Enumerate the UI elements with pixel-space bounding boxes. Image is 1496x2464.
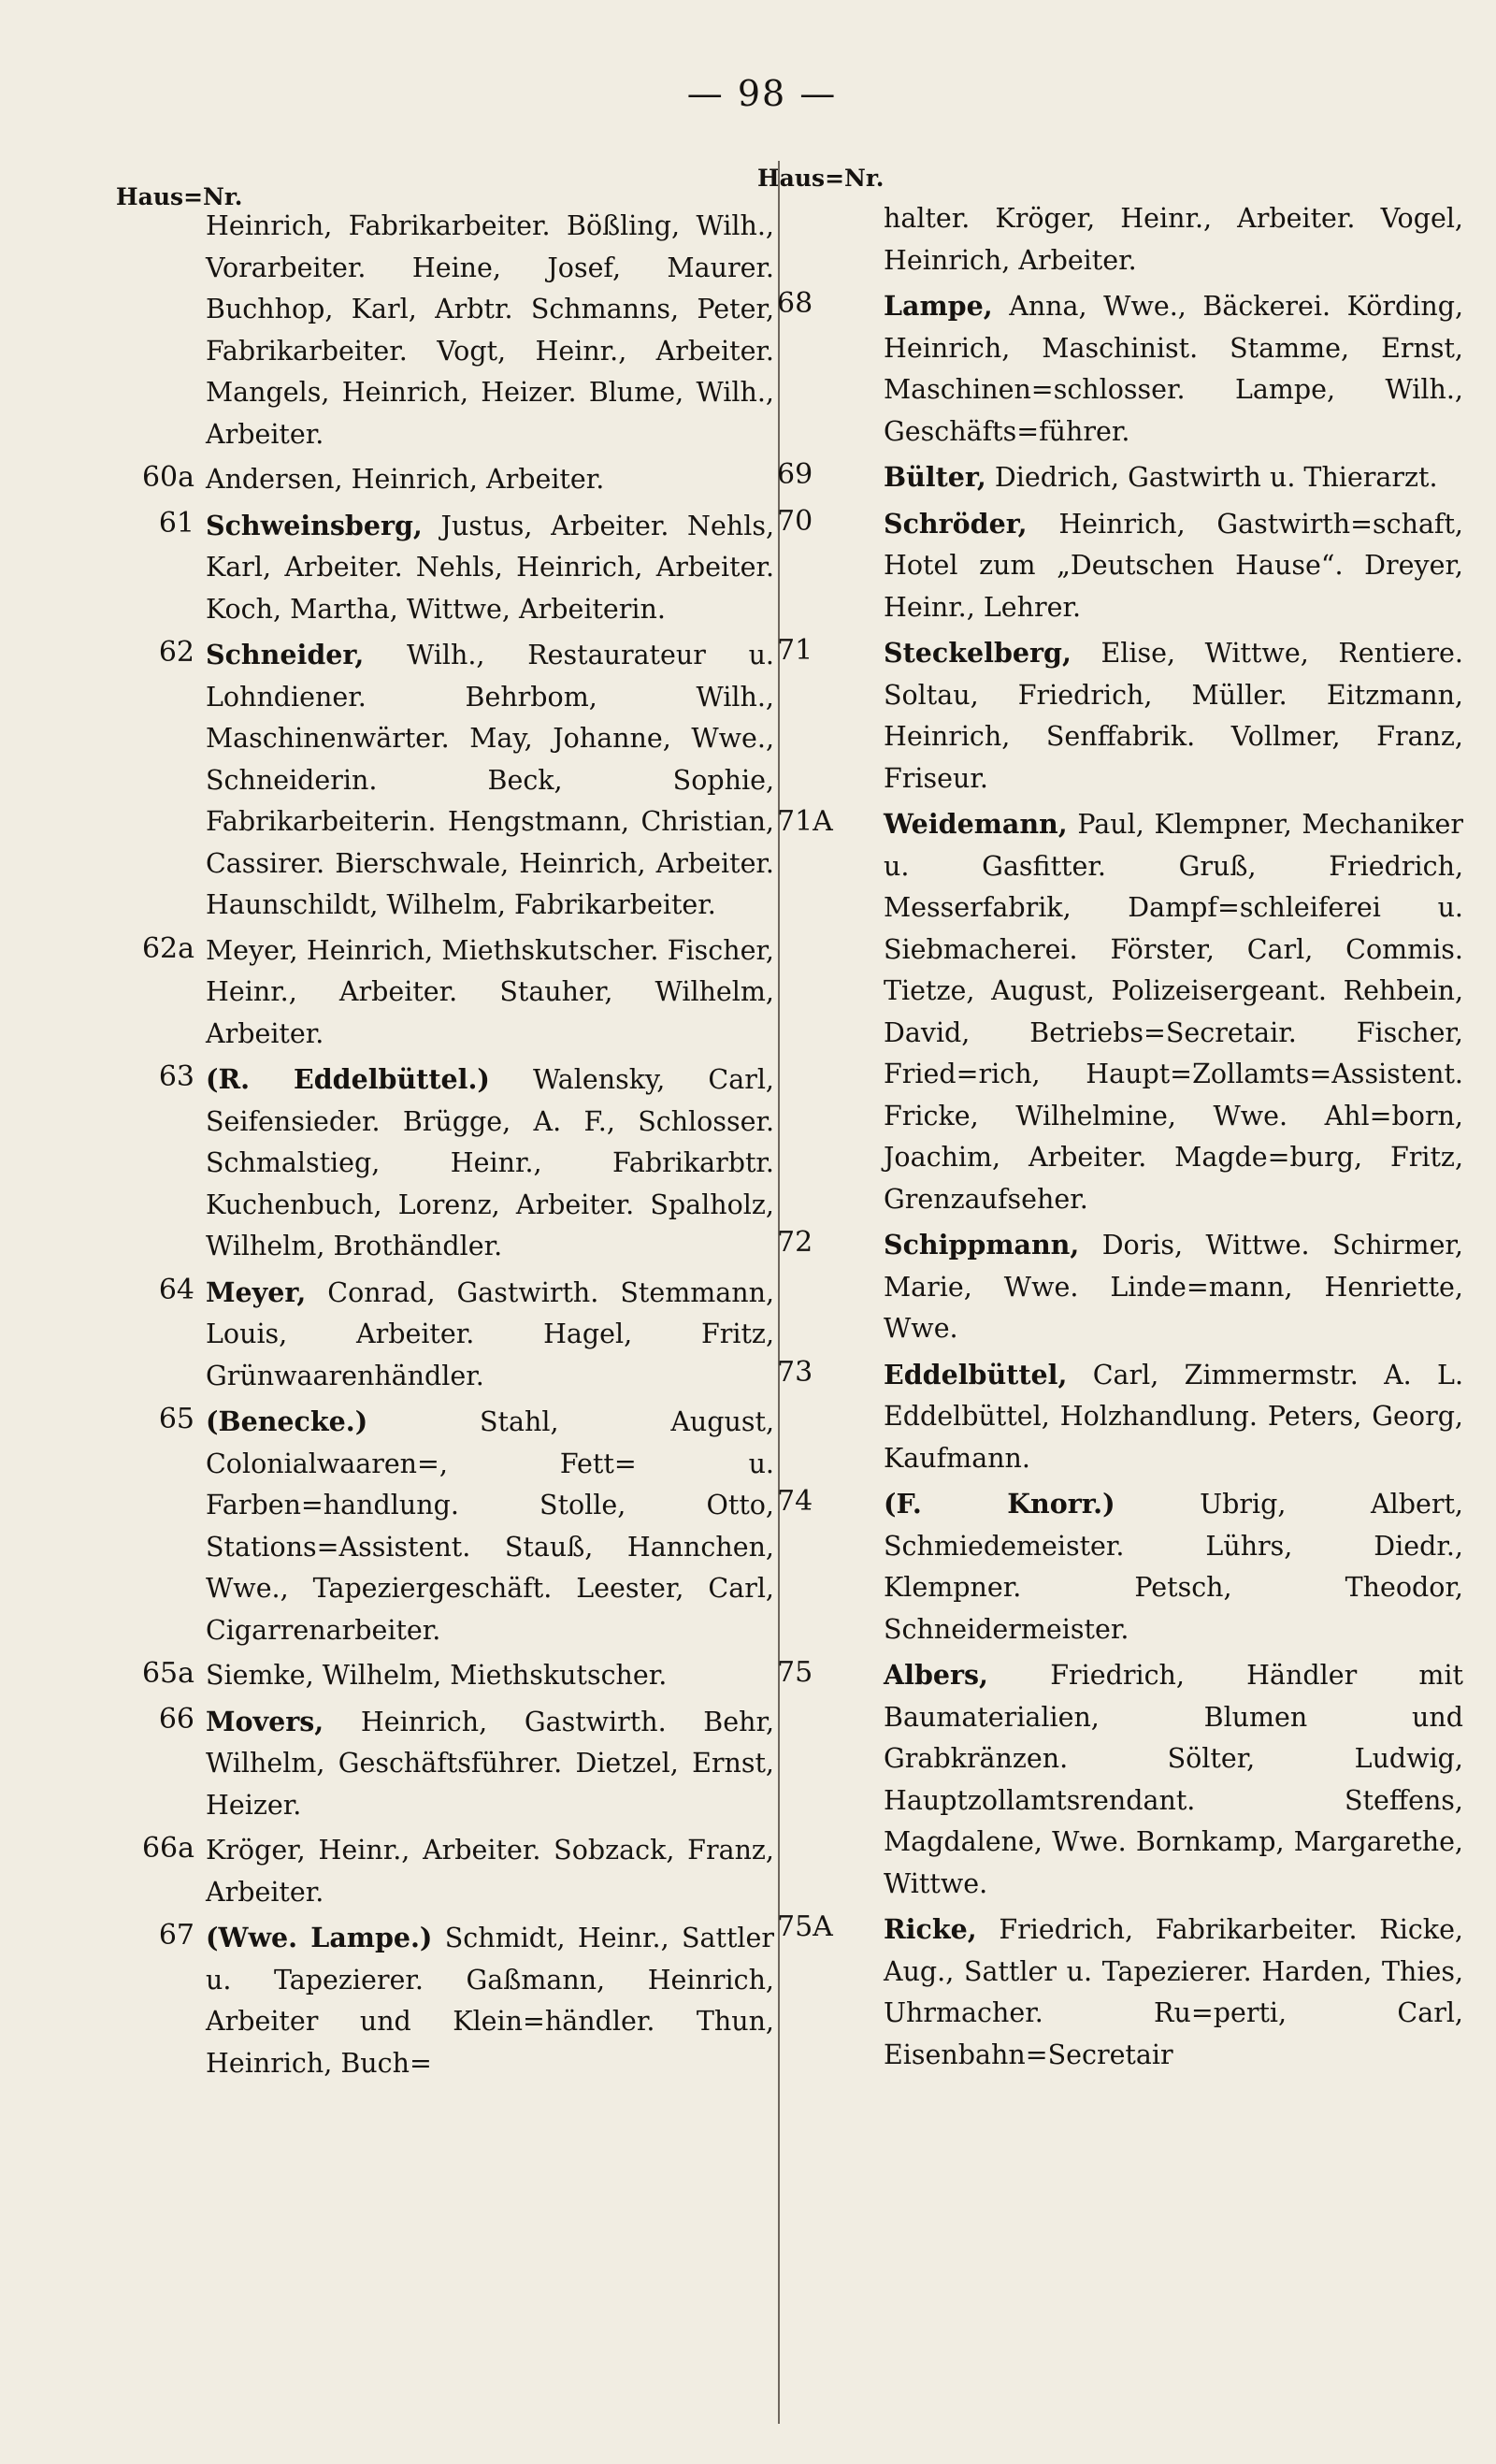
left-column bbox=[112, 206, 774, 2088]
owner-name: Eddelbüttel, bbox=[884, 1358, 1068, 1391]
directory-entry bbox=[777, 503, 1463, 629]
directory-entry bbox=[112, 1701, 774, 1827]
house-number: 68 bbox=[777, 287, 813, 320]
house-number: 73 bbox=[777, 1355, 813, 1389]
entry-text bbox=[884, 198, 1463, 281]
directory-entry bbox=[777, 285, 1463, 453]
house-number: 61 bbox=[158, 506, 194, 540]
directory-entry bbox=[777, 456, 1463, 499]
entry-text bbox=[884, 1483, 1463, 1650]
residents-text: Andersen, Heinrich, Arbeiter. bbox=[206, 464, 605, 495]
owner-name: Schweinsberg, bbox=[206, 509, 423, 541]
owner-name: (Benecke.) bbox=[206, 1405, 368, 1437]
owner-name: Albers, bbox=[884, 1659, 988, 1691]
directory-entry bbox=[777, 1909, 1463, 2076]
directory-entry bbox=[777, 1483, 1463, 1650]
residents-text: Schmidt, Heinr., Sattler u. Tapezierer. Gaßmann, Heinrich, Arbeiter und Klein=händler. Thun, Heinrich, Buch= bbox=[206, 1923, 775, 2079]
entry-text bbox=[884, 632, 1463, 800]
residents-text: Stahl, August, Colonialwaaren=, Fett= u. Farben=handlung. Stolle, Otto, Stations=Assistent. Stauß, Hannchen, Wwe., Tapeziergeschäft. Leester, Carl, Cigarrenarbeiter. bbox=[206, 1406, 774, 1646]
entry-text bbox=[884, 1654, 1463, 1905]
residents-text: Ubrig, Albert, Schmiedemeister. Lührs, Diedr., Klempner. Petsch, Theodor, Schneidermeister. bbox=[884, 1489, 1463, 1645]
residents-text: Elise, Wittwe, Rentiere. Soltau, Friedrich, Müller. Eitzmann, Heinrich, Senffabrik. Vollmer, Franz, Friseur. bbox=[884, 638, 1463, 794]
residents-text: Carl, Zimmermstr. A. L. Eddelbüttel, Holzhandlung. Peters, Georg, Kaufmann. bbox=[884, 1359, 1464, 1474]
residents-text: Justus, Arbeiter. Nehls, Karl, Arbeiter. Nehls, Heinrich, Arbeiter. Koch, Martha, Wittwe, Arbeiterin. bbox=[206, 510, 775, 625]
residents-text: Meyer, Heinrich, Miethskutscher. Fischer, Heinr., Arbeiter. Stauher, Wilhelm, Arbeiter. bbox=[206, 934, 774, 1049]
owner-name: Meyer, bbox=[206, 1275, 307, 1308]
directory-entry bbox=[777, 632, 1463, 800]
house-number: 64 bbox=[158, 1273, 194, 1306]
entry-text bbox=[206, 1830, 774, 1913]
owner-name: Movers, bbox=[206, 1705, 324, 1737]
entry-text bbox=[884, 503, 1463, 629]
residents-text: Friedrich, Fabrikarbeiter. Ricke, Aug., Sattler u. Tapezierer. Harden, Thies, Uhrmacher. Ru=perti, Carl, Eisenbahn=Secretair bbox=[884, 1914, 1463, 2070]
entry-text bbox=[884, 1224, 1463, 1350]
residents-text: Anna, Wwe., Bäckerei. Körding, Heinrich, Maschinist. Stamme, Ernst, Maschinen=schlosser. Lampe, Wilh., Geschäfts=führer. bbox=[884, 291, 1463, 447]
house-number-header-left: Haus=Nr. bbox=[116, 183, 243, 210]
house-number: 71A bbox=[777, 805, 833, 838]
entry-text bbox=[884, 285, 1463, 453]
residents-text: Doris, Wittwe. Schirmer, Marie, Wwe. Linde=mann, Henriette, Wwe. bbox=[884, 1230, 1463, 1344]
owner-name: Ricke, bbox=[884, 1913, 977, 1945]
house-number: 65a bbox=[141, 1657, 194, 1690]
house-number: 69 bbox=[777, 458, 813, 491]
directory-entry bbox=[112, 1655, 774, 1697]
entry-text bbox=[884, 456, 1463, 499]
residents-text: Wilh., Restaurateur u. Lohndiener. Behrbom, Wilh., Maschinenwärter. May, Johanne, Wwe., Schneiderin. Beck, Sophie, Fabrikarbeiterin. Hengstmann, Christian, Cassirer. Bierschwale, Heinrich, Arbeiter. Haunschildt, Wilhelm, Fabrikarbeiter. bbox=[206, 640, 774, 920]
entry-text bbox=[206, 1917, 774, 2084]
house-number: 75 bbox=[777, 1656, 813, 1689]
directory-entry bbox=[112, 634, 774, 927]
residents-text: Conrad, Gastwirth. Stemmann, Louis, Arbeiter. Hagel, Fritz, Grünwaarenhändler. bbox=[206, 1276, 775, 1391]
directory-entry bbox=[112, 505, 774, 631]
entry-text bbox=[206, 634, 774, 927]
directory-entry bbox=[777, 1654, 1464, 1905]
entry-text bbox=[884, 803, 1463, 1220]
directory-entry bbox=[112, 206, 774, 455]
house-number: 66a bbox=[141, 1832, 194, 1865]
house-number-header-right: Haus=Nr. bbox=[757, 165, 885, 192]
entry-text bbox=[206, 505, 774, 631]
entry-text bbox=[206, 459, 774, 501]
directory-entry bbox=[112, 459, 774, 501]
directory-entry bbox=[112, 1401, 774, 1651]
house-number: 66 bbox=[158, 1702, 194, 1736]
directory-entry bbox=[112, 1272, 774, 1398]
owner-name: Schröder, bbox=[884, 507, 1028, 540]
entry-text bbox=[206, 1272, 774, 1398]
owner-name: Steckelberg, bbox=[884, 637, 1072, 669]
residents-text: Diedrich, Gastwirth u. Thierarzt. bbox=[994, 462, 1438, 493]
house-number: 67 bbox=[158, 1919, 194, 1952]
entry-text bbox=[206, 1655, 774, 1697]
entry-text bbox=[206, 1059, 774, 1268]
directory-entry bbox=[112, 1059, 774, 1268]
owner-name: (Wwe. Lampe.) bbox=[206, 1922, 433, 1953]
directory-entry bbox=[112, 1917, 774, 2084]
owner-name: Lampe, bbox=[884, 290, 993, 322]
house-number: 65 bbox=[158, 1403, 194, 1435]
page-number: — 98 — bbox=[686, 73, 838, 114]
residents-text: Kröger, Heinr., Arbeiter. Sobzack, Franz, Arbeiter. bbox=[206, 1835, 774, 1908]
residents-text: Siemke, Wilhelm, Miethskutscher. bbox=[206, 1660, 668, 1691]
entry-text bbox=[206, 1701, 774, 1827]
house-number: 75A bbox=[777, 1910, 833, 1943]
residents-text: Friedrich, Händler mit Baumaterialien, Blumen und Grabkränzen. Sölter, Ludwig, Hauptzollamtsrendant. Steffens, Magdalene, Wwe. Bornkamp, Margarethe, Wittwe. bbox=[884, 1660, 1464, 1899]
residents-text: Heinrich, Gastwirth=schaft, Hotel zum „Deutschen Hause“. Dreyer, Heinr., Lehrer. bbox=[884, 508, 1463, 623]
directory-entry bbox=[777, 803, 1464, 1220]
owner-name: (R. Eddelbüttel.) bbox=[206, 1063, 490, 1095]
residents-text: Heinrich, Fabrikarbeiter. Bößling, Wilh., Vorarbeiter. Heine, Josef, Maurer. Buchhop, Karl, Arbtr. Schmanns, Peter, Fabrikarbeiter. Vogt, Heinr., Arbeiter. Mangels, Heinrich, Heizer. Blume, Wilh., Arbeiter. bbox=[206, 210, 774, 450]
owner-name: (F. Knorr.) bbox=[884, 1488, 1115, 1520]
house-number: 74 bbox=[777, 1485, 813, 1518]
entry-text bbox=[884, 1354, 1463, 1480]
residents-text: Heinrich, Gastwirth. Behr, Wilhelm, Geschäftsführer. Dietzel, Ernst, Heizer. bbox=[206, 1706, 774, 1821]
residents-text: Walensky, Carl, Seifensieder. Brügge, A. F., Schlosser. Schmalstieg, Heinr., Fabrikarbtr. Kuchenbuch, Lorenz, Arbeiter. Spalholz, Wilhelm, Brothändler. bbox=[206, 1064, 774, 1261]
residents-text: halter. Kröger, Heinr., Arbeiter. Vogel, Heinrich, Arbeiter. bbox=[884, 203, 1463, 276]
directory-entry bbox=[790, 198, 1463, 281]
owner-name: Schippmann, bbox=[884, 1229, 1080, 1261]
owner-name: Bülter, bbox=[884, 461, 986, 493]
right-column bbox=[777, 198, 1464, 2080]
directory-entry bbox=[777, 1224, 1463, 1350]
directory-entry bbox=[112, 930, 774, 1056]
house-number: 72 bbox=[777, 1226, 813, 1259]
owner-name: Schneider, bbox=[206, 639, 365, 670]
directory-entry bbox=[777, 1354, 1464, 1480]
house-number: 60a bbox=[141, 461, 194, 494]
directory-entry bbox=[112, 1830, 774, 1913]
entry-text bbox=[206, 206, 774, 455]
entry-text bbox=[206, 1401, 774, 1651]
house-number: 62a bbox=[141, 931, 194, 965]
column-divider bbox=[778, 161, 780, 2424]
house-number: 63 bbox=[158, 1060, 194, 1093]
residents-text: Paul, Klempner, Mechaniker u. Gasfitter. Gruß, Friedrich, Messerfabrik, Dampf=schleiferei u. Siebmacherei. Förster, Carl, Commis. Tietze, August, Polizeisergeant. Rehbein, David, Betriebs=Secretair. Fischer, Fried=rich, Haupt=Zollamts=Assistent. Fricke, Wilhelmine, Wwe. Ahl=born, Joachim, Arbeiter. Magde=burg, Fritz, Grenzaufseher. bbox=[884, 809, 1464, 1215]
house-number: 71 bbox=[777, 634, 813, 667]
entry-text bbox=[206, 930, 774, 1056]
entry-text bbox=[884, 1909, 1463, 2076]
owner-name: Weidemann, bbox=[884, 808, 1068, 840]
house-number: 70 bbox=[777, 504, 813, 538]
house-number: 62 bbox=[158, 636, 194, 669]
